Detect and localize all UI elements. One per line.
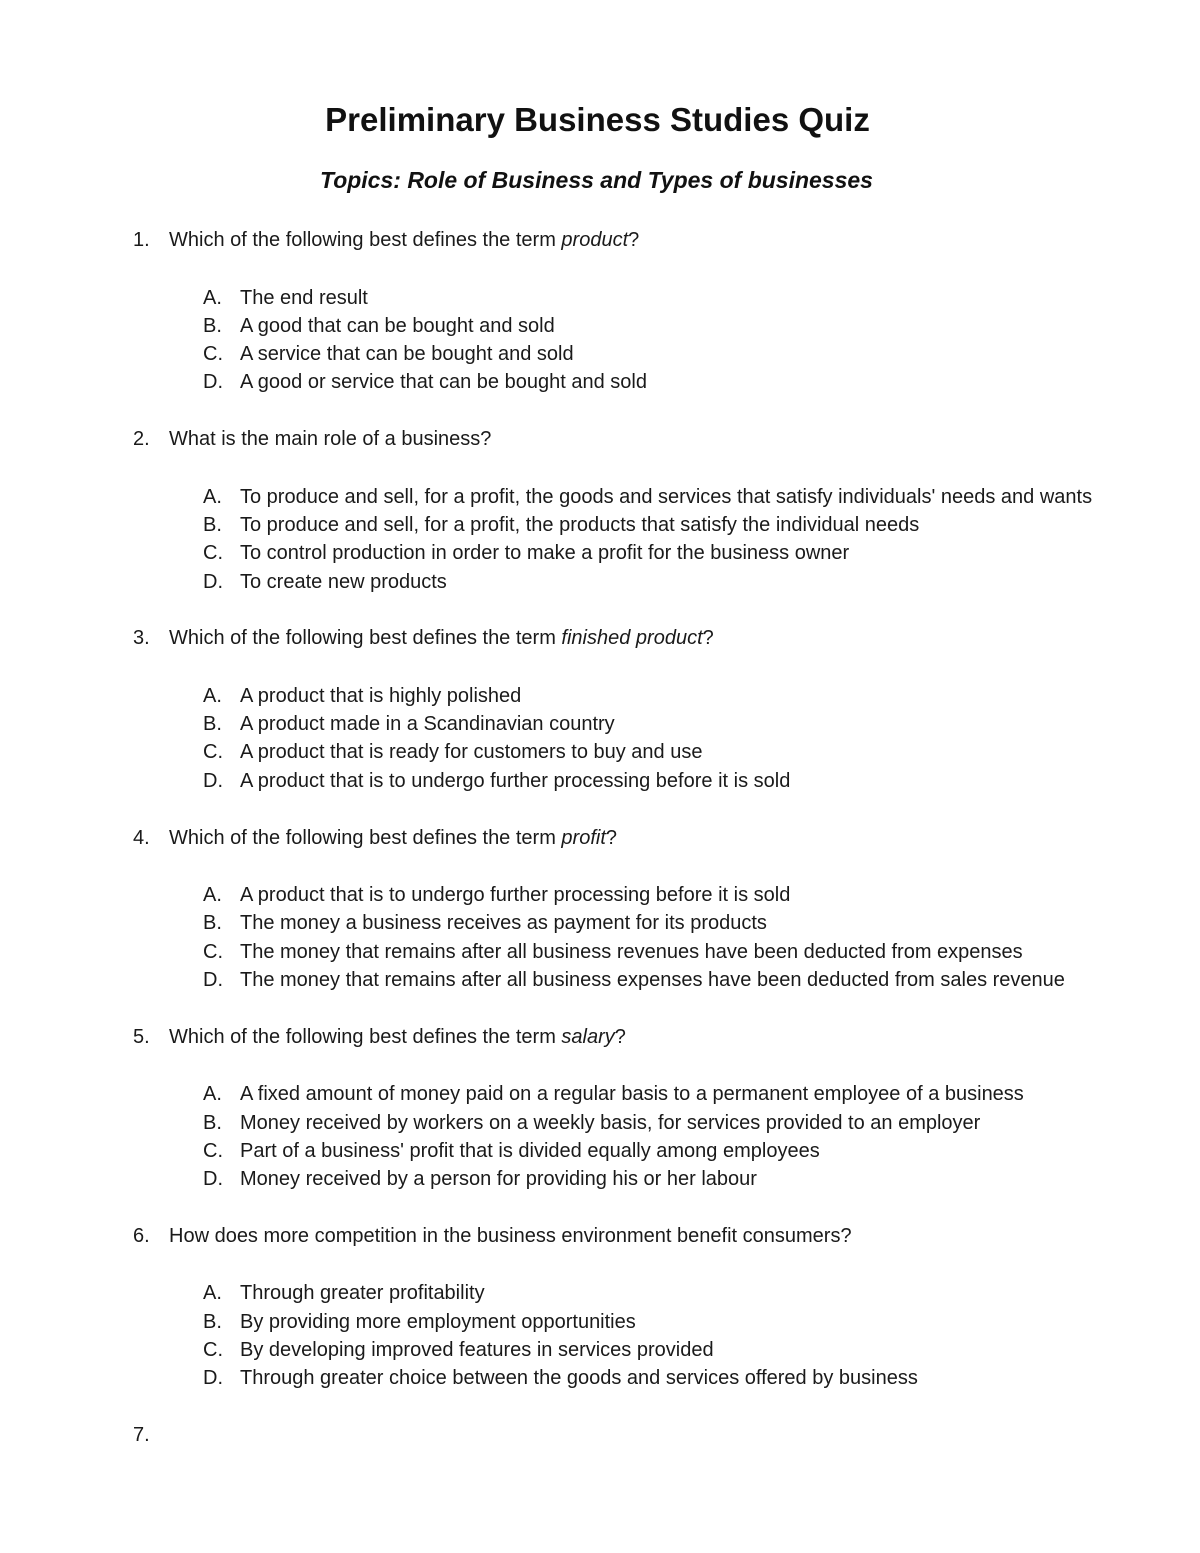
option-letter: D. bbox=[203, 968, 223, 991]
answer-option bbox=[0, 368, 1200, 396]
option-text: Money received by a person for providing his or her labour bbox=[240, 1168, 757, 1191]
answer-option bbox=[0, 1137, 1200, 1165]
answer-option bbox=[0, 710, 1200, 738]
option-text: To control production in order to make a profit for the business owner bbox=[240, 542, 850, 565]
answer-option bbox=[0, 340, 1200, 368]
option-letter: C. bbox=[203, 741, 223, 764]
question-row bbox=[0, 824, 1200, 853]
answer-option bbox=[0, 312, 1200, 340]
answer-option bbox=[0, 539, 1200, 567]
answer-option bbox=[0, 881, 1200, 909]
question-number: 3. bbox=[133, 627, 150, 650]
option-letter: A. bbox=[203, 684, 222, 707]
option-text: A product that is ready for customers to buy and use bbox=[240, 741, 703, 764]
option-text: A good that can be bought and sold bbox=[240, 314, 555, 337]
quiz-question bbox=[0, 824, 1200, 1023]
question-text-main: What is the main role of a business? bbox=[169, 428, 492, 451]
page-title: Preliminary Business Studies Quiz bbox=[325, 101, 870, 138]
question-text-main: How does more competition in the business environment benefit consumers? bbox=[169, 1224, 852, 1247]
answer-option bbox=[0, 682, 1200, 710]
question-text bbox=[169, 425, 491, 454]
option-letter: A. bbox=[203, 1282, 222, 1305]
option-text: Money received by workers on a weekly basis, for services provided to an employer bbox=[240, 1111, 981, 1134]
answer-option bbox=[0, 1364, 1200, 1392]
question-text-main: Which of the following best defines the term bbox=[169, 229, 562, 251]
answer-option bbox=[0, 483, 1200, 511]
answer-option bbox=[0, 1336, 1200, 1364]
option-text: By developing improved features in services provided bbox=[240, 1339, 714, 1362]
question-text bbox=[169, 624, 714, 653]
question-spacer bbox=[0, 1393, 1200, 1422]
option-letter: A. bbox=[203, 286, 222, 309]
option-text: The money a business receives as payment for its products bbox=[240, 912, 767, 935]
option-text: Through greater choice between the goods and services offered by business bbox=[240, 1367, 918, 1390]
question-number: 4. bbox=[133, 826, 150, 849]
option-letter: C. bbox=[203, 1339, 223, 1362]
option-text: To create new products bbox=[240, 570, 447, 593]
question-row bbox=[0, 1023, 1200, 1052]
option-text: The money that remains after all business expenses have been deducted from sales revenue bbox=[240, 968, 1065, 991]
option-text: Part of a business' profit that is divided equally among employees bbox=[240, 1139, 820, 1162]
option-text: The end result bbox=[240, 286, 368, 309]
question-term: product bbox=[561, 229, 629, 251]
option-letter: B. bbox=[203, 314, 222, 337]
page-subtitle: Topics: Role of Business and Types of businesses bbox=[320, 167, 873, 193]
answer-option bbox=[0, 1165, 1200, 1193]
question-row bbox=[0, 624, 1200, 653]
answer-option bbox=[0, 284, 1200, 312]
quiz-question-list bbox=[0, 226, 1200, 1450]
answer-options bbox=[0, 284, 1200, 397]
option-letter: B. bbox=[203, 713, 222, 736]
option-letter: D. bbox=[203, 570, 223, 593]
question-text-main: Which of the following best defines the term bbox=[169, 826, 562, 849]
question-term: profit bbox=[561, 826, 606, 849]
question-spacer bbox=[0, 795, 1200, 824]
option-text: A product that is highly polished bbox=[240, 684, 522, 707]
answer-option bbox=[0, 1308, 1200, 1336]
question-spacer bbox=[0, 397, 1200, 426]
quiz-question bbox=[0, 1222, 1200, 1421]
question-row bbox=[0, 1421, 1200, 1450]
question-text-end: ? bbox=[702, 627, 714, 650]
option-text: To produce and sell, for a profit, the products that satisfy the individual needs bbox=[240, 513, 920, 536]
option-letter: D. bbox=[203, 769, 223, 792]
question-text bbox=[169, 824, 617, 853]
question-number: 6. bbox=[133, 1224, 150, 1247]
question-spacer bbox=[0, 1193, 1200, 1222]
option-letter: D. bbox=[203, 1367, 223, 1390]
answer-option bbox=[0, 1080, 1200, 1108]
quiz-question bbox=[0, 1421, 1200, 1450]
option-text: The money that remains after all business revenues have been deducted from expenses bbox=[240, 940, 1023, 963]
answer-options bbox=[0, 1080, 1200, 1193]
question-text bbox=[169, 1023, 626, 1052]
answer-option bbox=[0, 1109, 1200, 1137]
option-letter: C. bbox=[203, 542, 223, 565]
question-text-end: ? bbox=[605, 826, 618, 849]
option-letter: B. bbox=[203, 1111, 222, 1134]
option-text: A service that can be bought and sold bbox=[240, 343, 574, 366]
answer-option bbox=[0, 966, 1200, 994]
answer-options bbox=[0, 682, 1200, 795]
answer-option bbox=[0, 511, 1200, 539]
question-text-end: ? bbox=[614, 1025, 626, 1048]
option-letter: D. bbox=[203, 371, 223, 394]
option-text: A product made in a Scandinavian country bbox=[240, 713, 615, 736]
quiz-question bbox=[0, 425, 1200, 624]
option-letter: A. bbox=[203, 1083, 222, 1106]
option-text: A product that is to undergo further processing before it is sold bbox=[240, 769, 791, 792]
option-text: A fixed amount of money paid on a regular basis to a permanent employee of a business bbox=[240, 1083, 1024, 1106]
answer-option bbox=[0, 568, 1200, 596]
option-letter: A. bbox=[203, 884, 222, 907]
question-text-main: Which of the following best defines the term bbox=[169, 1025, 562, 1048]
quiz-question bbox=[0, 226, 1200, 425]
answer-options bbox=[0, 483, 1200, 596]
answer-options bbox=[0, 881, 1200, 994]
option-text: A product that is to undergo further processing before it is sold bbox=[240, 884, 791, 907]
question-row bbox=[0, 1222, 1200, 1251]
option-text: A good or service that can be bought and sold bbox=[240, 371, 647, 394]
question-number: 1. bbox=[133, 229, 150, 251]
answer-option bbox=[0, 938, 1200, 966]
question-term: finished product bbox=[561, 627, 703, 650]
question-text-end: ? bbox=[628, 229, 640, 251]
answer-option bbox=[0, 738, 1200, 766]
question-term: salary bbox=[561, 1025, 615, 1048]
quiz-question bbox=[0, 1023, 1200, 1222]
question-row bbox=[0, 425, 1200, 454]
answer-options bbox=[0, 1279, 1200, 1392]
option-letter: A. bbox=[203, 485, 222, 508]
answer-option bbox=[0, 1279, 1200, 1307]
option-letter: B. bbox=[203, 513, 222, 536]
option-letter: C. bbox=[203, 1139, 223, 1162]
question-number: 7. bbox=[133, 1424, 150, 1447]
option-letter: B. bbox=[203, 912, 222, 935]
option-text: To produce and sell, for a profit, the goods and services that satisfy individuals' needs and wants bbox=[240, 485, 1093, 508]
question-text bbox=[169, 1222, 852, 1251]
question-row bbox=[0, 226, 1200, 255]
option-text: By providing more employment opportunities bbox=[240, 1310, 636, 1333]
question-spacer bbox=[0, 596, 1200, 625]
answer-option bbox=[0, 909, 1200, 937]
option-letter: B. bbox=[203, 1310, 222, 1333]
question-text-main: Which of the following best defines the term bbox=[169, 627, 562, 650]
option-letter: D. bbox=[203, 1168, 223, 1191]
question-spacer bbox=[0, 994, 1200, 1023]
question-number: 5. bbox=[133, 1025, 150, 1048]
question-text bbox=[169, 226, 639, 255]
option-letter: C. bbox=[203, 940, 223, 963]
option-letter: C. bbox=[203, 343, 223, 366]
quiz-question bbox=[0, 624, 1200, 823]
question-number: 2. bbox=[133, 428, 150, 451]
option-text: Through greater profitability bbox=[240, 1282, 485, 1305]
answer-option bbox=[0, 767, 1200, 795]
